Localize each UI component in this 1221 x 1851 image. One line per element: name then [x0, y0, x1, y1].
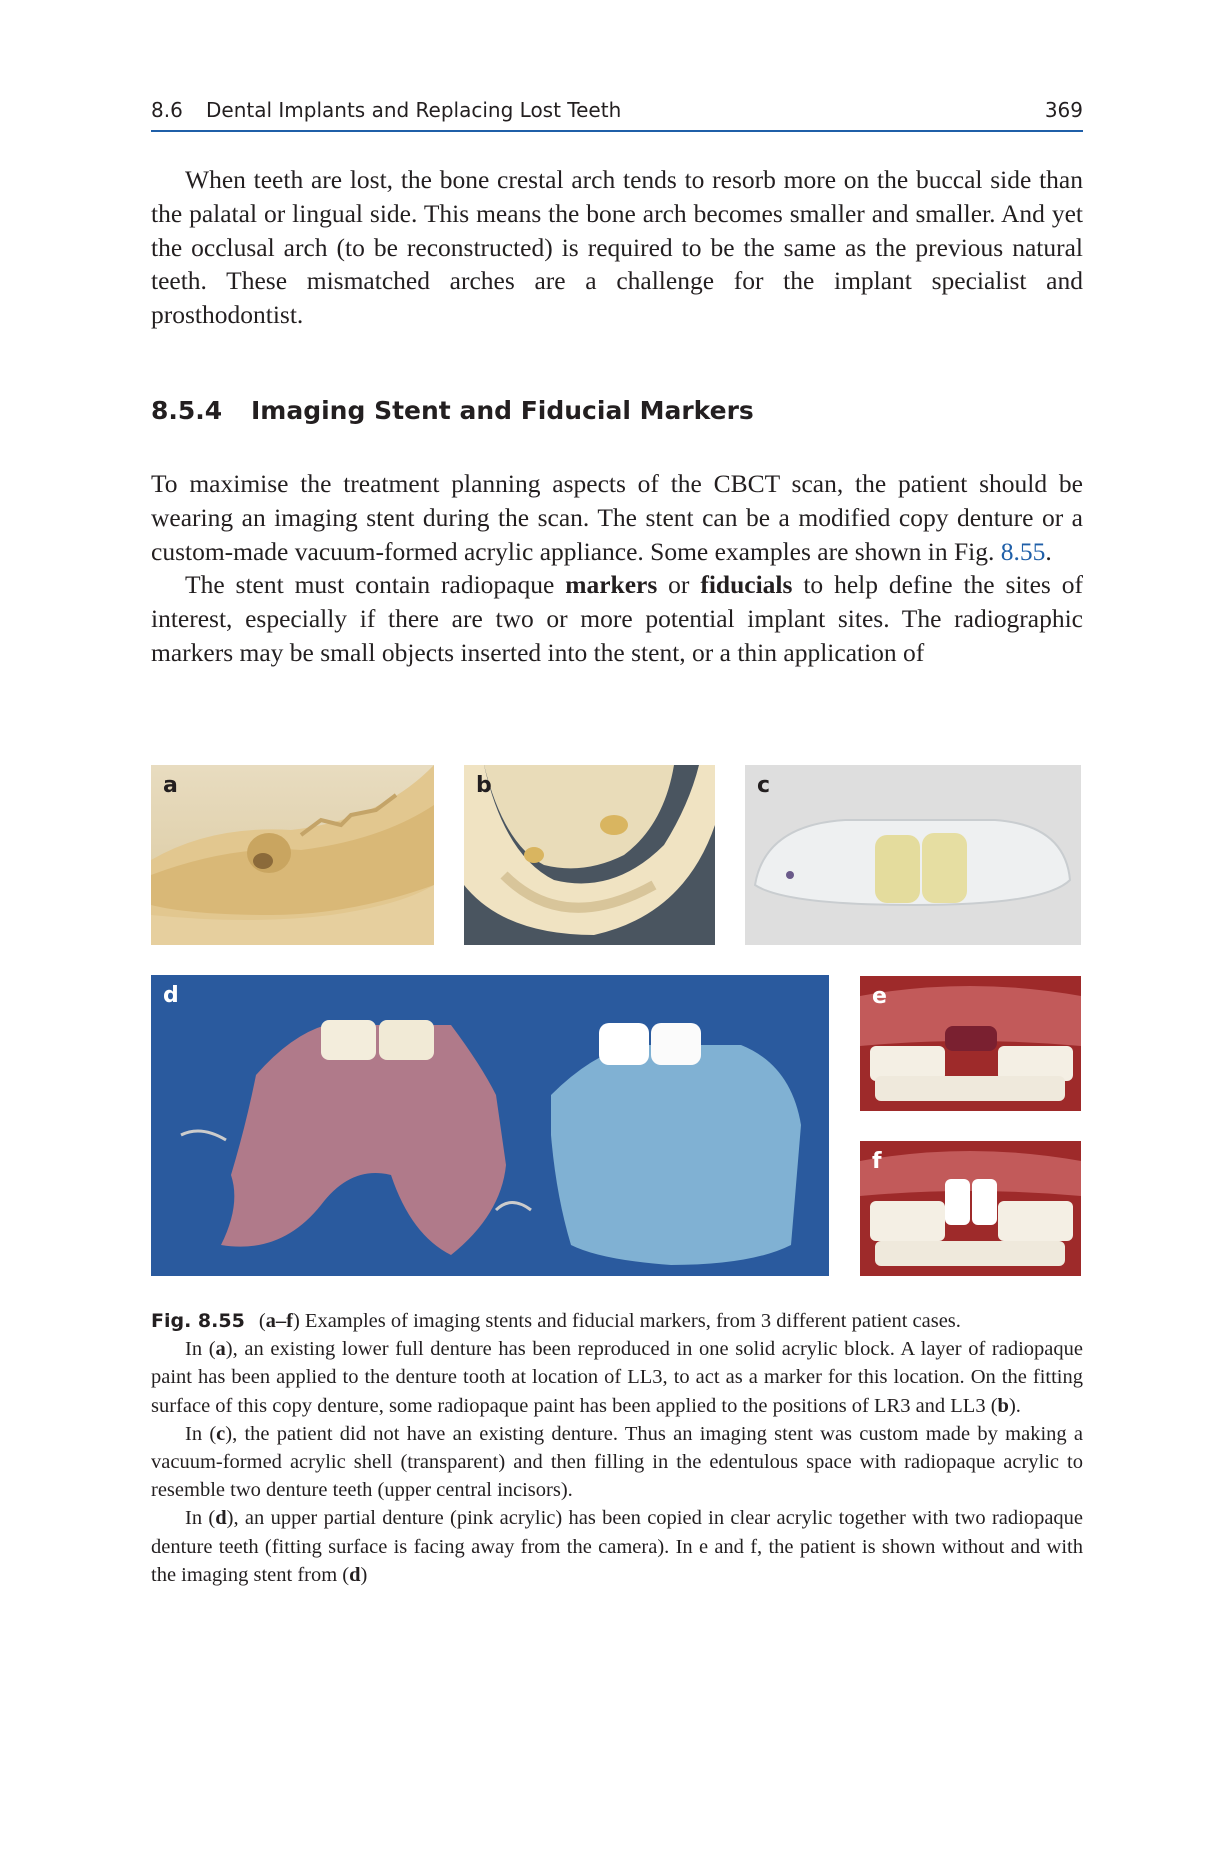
body-paragraphs [151, 467, 1083, 670]
intro-paragraph-block [151, 163, 1083, 332]
fitting-surface-photo [464, 765, 715, 945]
figure-panel-c [745, 765, 1081, 945]
paragraph-2-end: . [1045, 536, 1052, 566]
running-head [151, 96, 1083, 132]
panel-label-a: a [163, 773, 178, 798]
paragraph-2 [151, 467, 1083, 568]
figure-panel-d [151, 975, 829, 1276]
section-number: 8.5.4 [151, 396, 223, 425]
figure-label: Fig. 8.55 [151, 1310, 245, 1332]
figure-panel-f [860, 1141, 1081, 1276]
term-fiducials: fiducials [700, 570, 793, 600]
cap-a-t2: ), an existing lower full denture has been reproduced in one solid acrylic block. A layer of radiopaque paint has been applied to the denture tooth at location of LL3, to act as a marker for this location. On the fitting surface of this copy denture, some radiopaque paint has been applied to the positions of LR3 and LL3 ( [151, 1338, 1083, 1417]
figure-panel-a [151, 765, 434, 945]
paragraph-3-text-2: or [657, 570, 701, 600]
panel-label-d: d [163, 983, 179, 1008]
paragraph-3-text-3: to help define the sites of interest, especially if there are two or more potential implant sites. The radiographic markers may be small objects inserted into the stent, or a thin application of [151, 570, 1083, 667]
paragraph-3-text-1: The stent must contain radiopaque [185, 570, 566, 600]
header-section-number: 8.6 [151, 98, 183, 122]
caption-summary: Examples of imaging stents and fiducial markers, from 3 different patient cases. [299, 1310, 961, 1332]
partial-denture-photo [151, 975, 829, 1276]
caption-paragraph-c [151, 1420, 1083, 1505]
header-section-title: Dental Implants and Replacing Lost Teeth [206, 98, 622, 122]
vacuum-stent-photo [745, 765, 1081, 945]
term-markers: markers [565, 570, 658, 600]
caption-range: a–f [265, 1310, 293, 1332]
intro-paragraph: When teeth are lost, the bone crestal arch tends to resorb more on the buccal side than the palatal or lingual side. This means the bone arch becomes smaller and smaller. And yet the occlusal arch (to be reconstructed) is required to be the same as the previous natural teeth. These mismatched arches are a challenge for the implant specialist and prosthodontist. [151, 165, 1083, 330]
page-number: 369 [1044, 98, 1083, 122]
figure-panel-b [464, 765, 715, 945]
cap-a-b1: a [215, 1338, 226, 1361]
paragraph-2-text: To maximise the treatment planning aspects of the CBCT scan, the patient should be wearing an imaging stent during the scan. The stent can be a modified copy denture or a custom-made vacuum-formed acrylic appliance. Some examples are shown in Fig. [151, 469, 1083, 566]
cap-a-t1: In ( [185, 1338, 216, 1361]
caption-paragraph-a [151, 1335, 1083, 1420]
panel-label-f: f [872, 1149, 882, 1174]
cap-c-t1: In ( [185, 1422, 217, 1445]
cap-d-t3: ) [360, 1563, 368, 1586]
section-heading [151, 396, 754, 425]
figure-caption [151, 1307, 1083, 1589]
cap-d-b2: d [349, 1563, 361, 1586]
caption-paragraph-d [151, 1504, 1083, 1589]
cap-c-b1: c [216, 1422, 226, 1445]
patient-with-stent-photo [860, 1141, 1081, 1276]
patient-without-stent-photo [860, 976, 1081, 1111]
panel-label-b: b [476, 773, 492, 798]
cap-d-t1: In ( [185, 1507, 216, 1530]
section-title: Imaging Stent and Fiducial Markers [251, 396, 754, 425]
cap-c-t2: ), the patient did not have an existing denture. Thus an imaging stent was custom made by making a vacuum-formed acrylic shell (transparent) and then filling in the edentulous space with radiopaque acrylic to resemble two denture teeth (upper central incisors). [151, 1422, 1083, 1502]
figure-panel-e [860, 976, 1081, 1111]
cap-d-b1: d [215, 1507, 227, 1530]
paragraph-3 [151, 568, 1083, 669]
cap-a-t3: ). [1008, 1394, 1021, 1417]
denture-block-photo [151, 765, 434, 945]
figure-link[interactable]: 8.55 [1000, 536, 1046, 566]
caption-line-1: Fig. 8.55 (a–f) Examples of imaging stents and fiducial markers, from 3 different patient cases. [151, 1310, 961, 1332]
cap-a-b2: b [997, 1394, 1009, 1417]
cap-d-t2: ), an upper partial denture (pink acrylic) has been copied in clear acrylic together with two radiopaque denture teeth (fitting surface is facing away from the camera). In e and f, the patient is shown without and with the imaging stent from ( [151, 1507, 1084, 1586]
panel-label-c: c [757, 773, 771, 798]
panel-label-e: e [872, 984, 887, 1009]
